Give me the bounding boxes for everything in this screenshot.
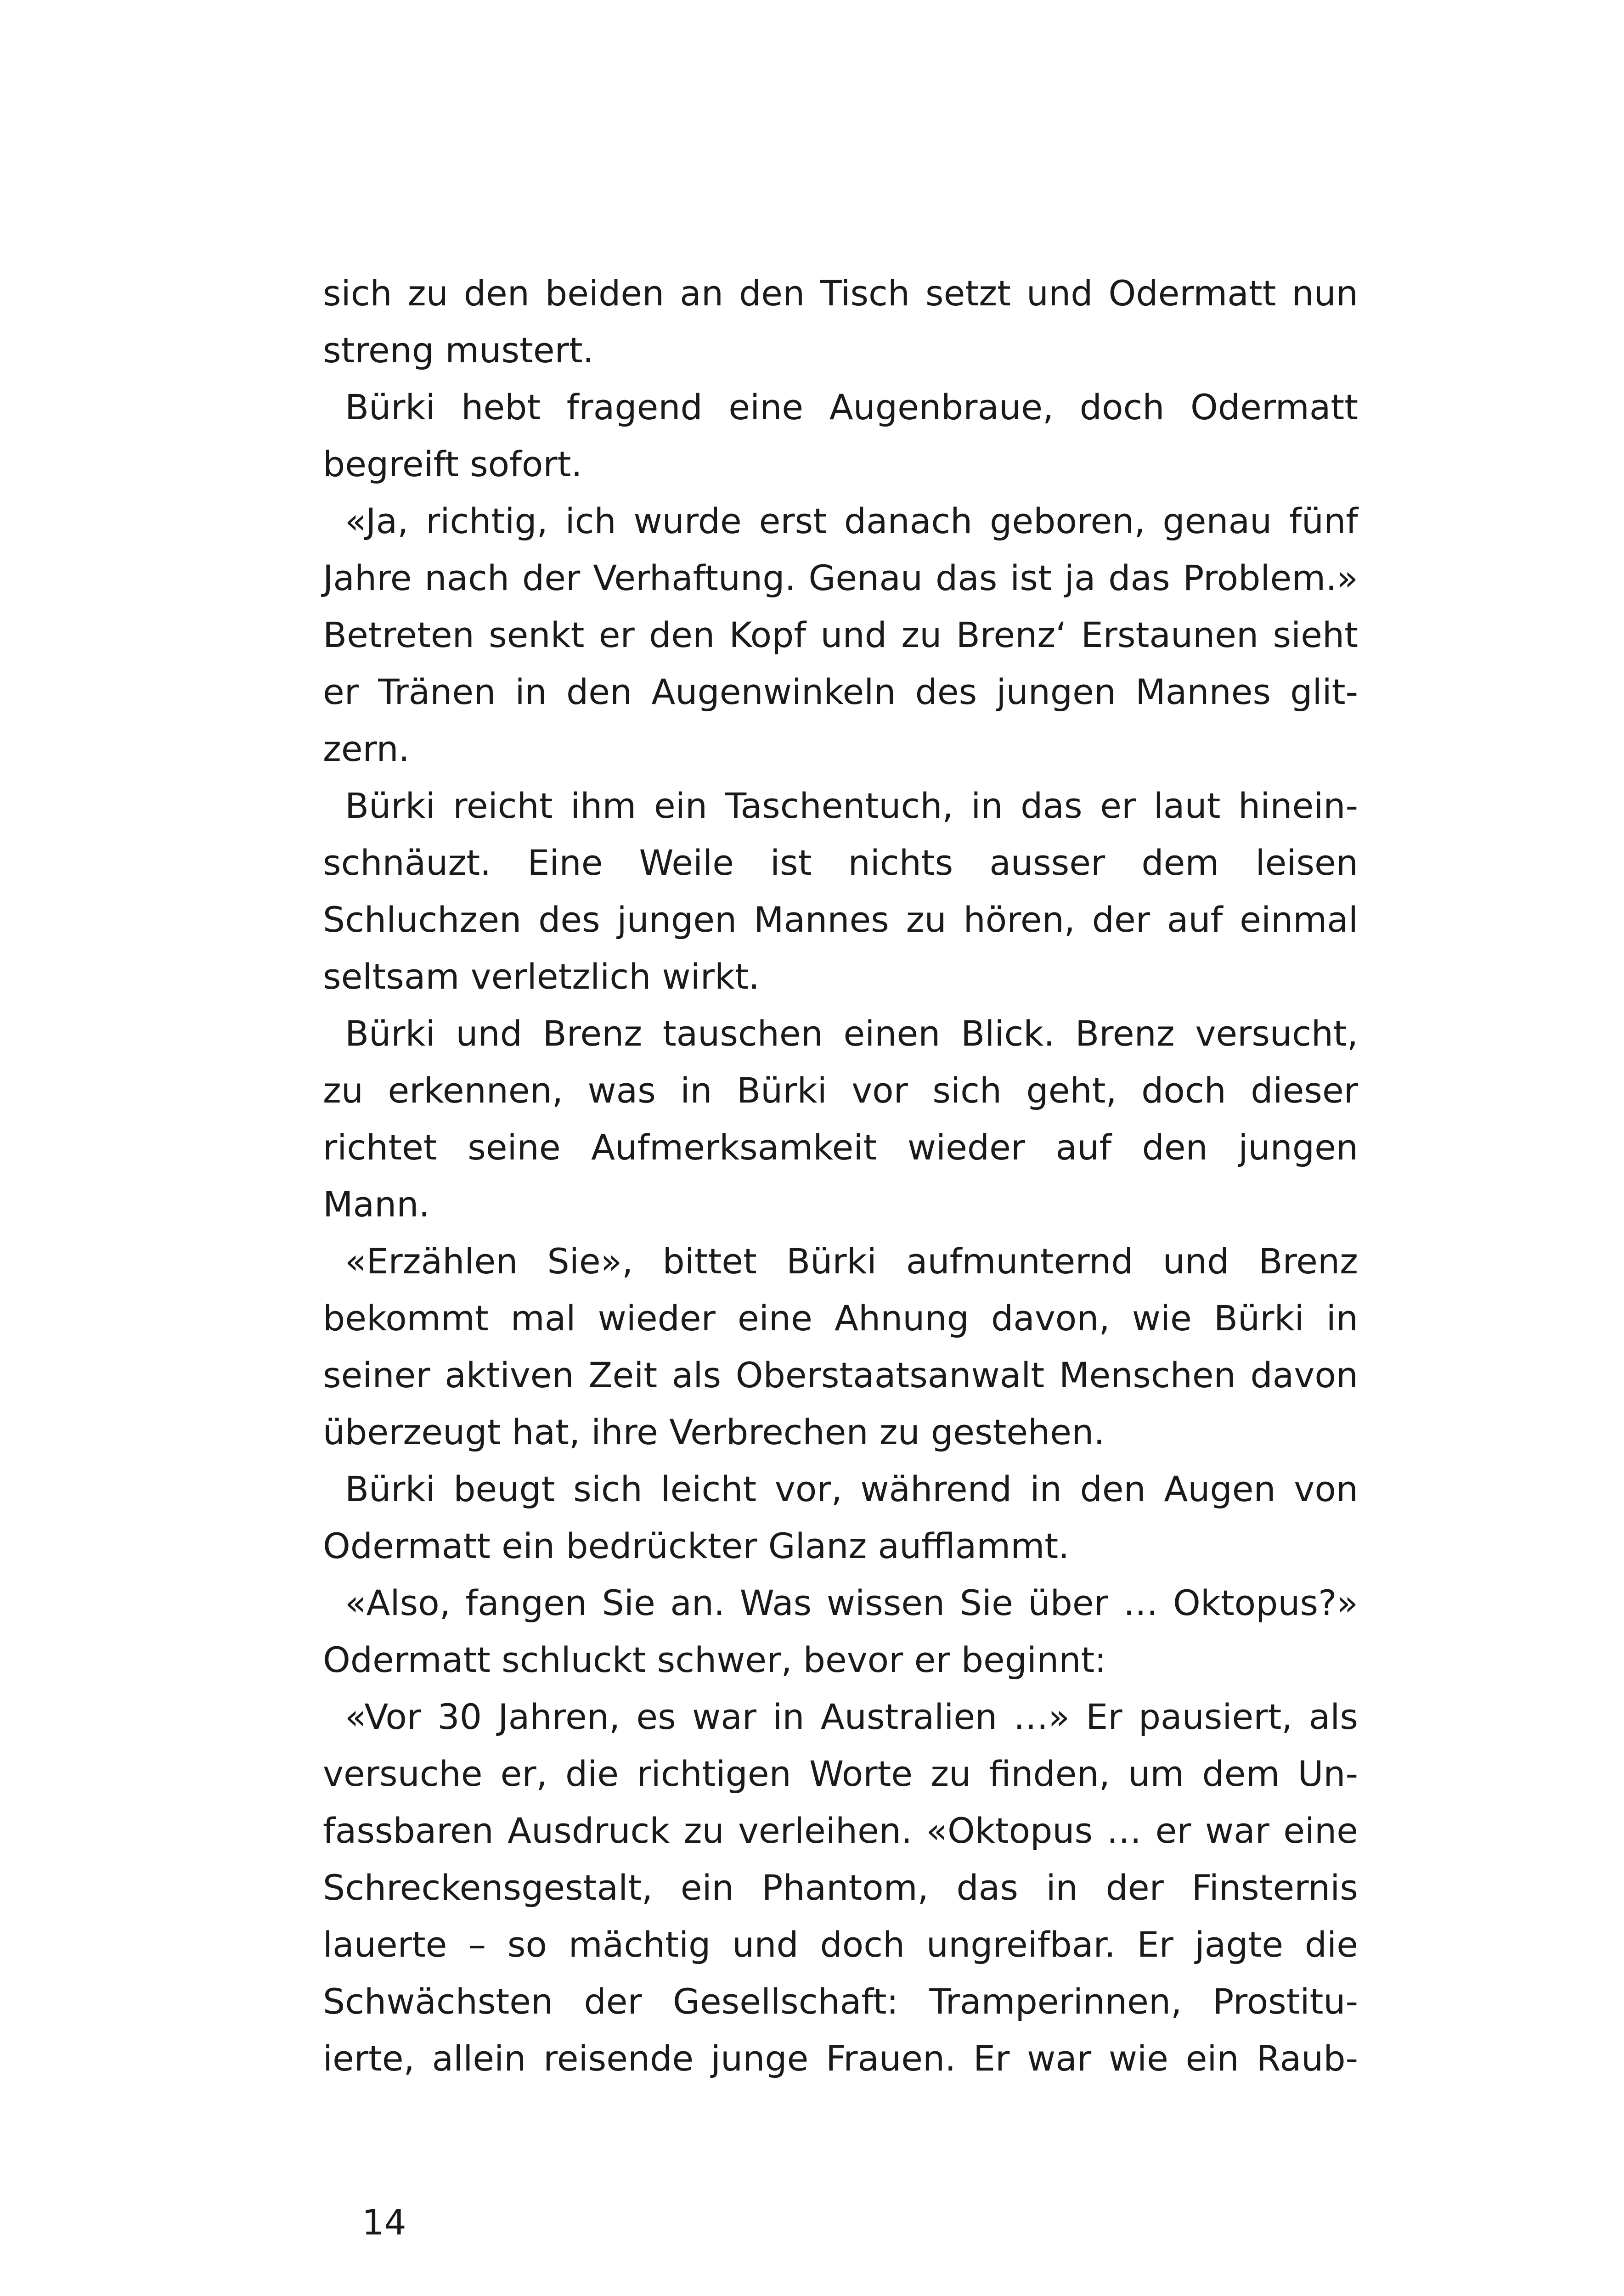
text-line: seltsam verletzlich wirkt. <box>323 956 760 997</box>
text-line: schnäuzt. Eine Weile ist nichts ausser dem leisen <box>323 842 1358 883</box>
text-line: bekommt mal wieder eine Ahnung davon, wie Bürki in <box>323 1298 1358 1339</box>
text-line: begreift sofort. <box>323 444 582 484</box>
text-line: zu erkennen, was in Bürki vor sich geht, doch dieser <box>323 1070 1358 1111</box>
text-line: Bürki reicht ihm ein Taschentuch, in das er laut hinein- <box>345 785 1358 826</box>
text-line: Jahre nach der Verhaftung. Genau das ist ja das Problem.» <box>323 557 1358 598</box>
text-line: zern. <box>323 728 410 769</box>
text-line: er Tränen in den Augenwinkeln des jungen Mannes glit- <box>323 671 1358 712</box>
text-line: ierte, allein reisende junge Frauen. Er war wie ein Raub- <box>323 2038 1358 2079</box>
text-line: Schreckensgestalt, ein Phantom, das in der Finsternis <box>323 1867 1358 1908</box>
text-line: sich zu den beiden an den Tisch setzt und Odermatt nun <box>323 273 1358 314</box>
text-line: «Ja, richtig, ich wurde erst danach geboren, genau fünf <box>345 501 1358 541</box>
text-line: «Vor 30 Jahren, es war in Australien …» Er pausiert, als <box>345 1696 1358 1737</box>
text-line: Bürki beugt sich leicht vor, während in den Augen von <box>345 1469 1358 1509</box>
text-line: Schwächsten der Gesellschaft: Tramperinnen, Prostitu- <box>323 1981 1358 2022</box>
text-line: «Erzählen Sie», bittet Bürki aufmunternd und Brenz <box>345 1241 1358 1282</box>
text-line: Bürki hebt fragend eine Augenbraue, doch Odermatt <box>345 387 1358 428</box>
text-line: lauerte – so mächtig und doch ungreifbar. Er jagte die <box>323 1924 1358 1965</box>
page-number: 14 <box>362 2202 406 2243</box>
text-line: fassbaren Ausdruck zu verleihen. «Oktopus … er war eine <box>323 1810 1358 1851</box>
text-line: Betreten senkt er den Kopf und zu Brenz‘ Erstaunen sieht <box>323 614 1358 655</box>
text-line: seiner aktiven Zeit als Oberstaatsanwalt Menschen davon <box>323 1355 1358 1396</box>
text-line: richtet seine Aufmerksamkeit wieder auf den jungen <box>323 1127 1358 1168</box>
text-line: Bürki und Brenz tauschen einen Blick. Brenz versucht, <box>345 1013 1358 1054</box>
text-line: Mann. <box>323 1184 430 1225</box>
text-line: überzeugt hat, ihre Verbrechen zu gestehen. <box>323 1412 1105 1452</box>
body-text <box>323 265 1358 2087</box>
text-line: Schluchzen des jungen Mannes zu hören, der auf einmal <box>323 899 1358 940</box>
text-line: Odermatt schluckt schwer, bevor er beginnt: <box>323 1639 1106 1680</box>
text-line: «Also, fangen Sie an. Was wissen Sie über … Oktopus?» <box>345 1582 1358 1623</box>
text-line: Odermatt ein bedrückter Glanz aufflammt. <box>323 1525 1070 1566</box>
text-line: versuche er, die richtigen Worte zu finden, um dem Un- <box>323 1753 1358 1794</box>
text-line: streng mustert. <box>323 330 594 371</box>
